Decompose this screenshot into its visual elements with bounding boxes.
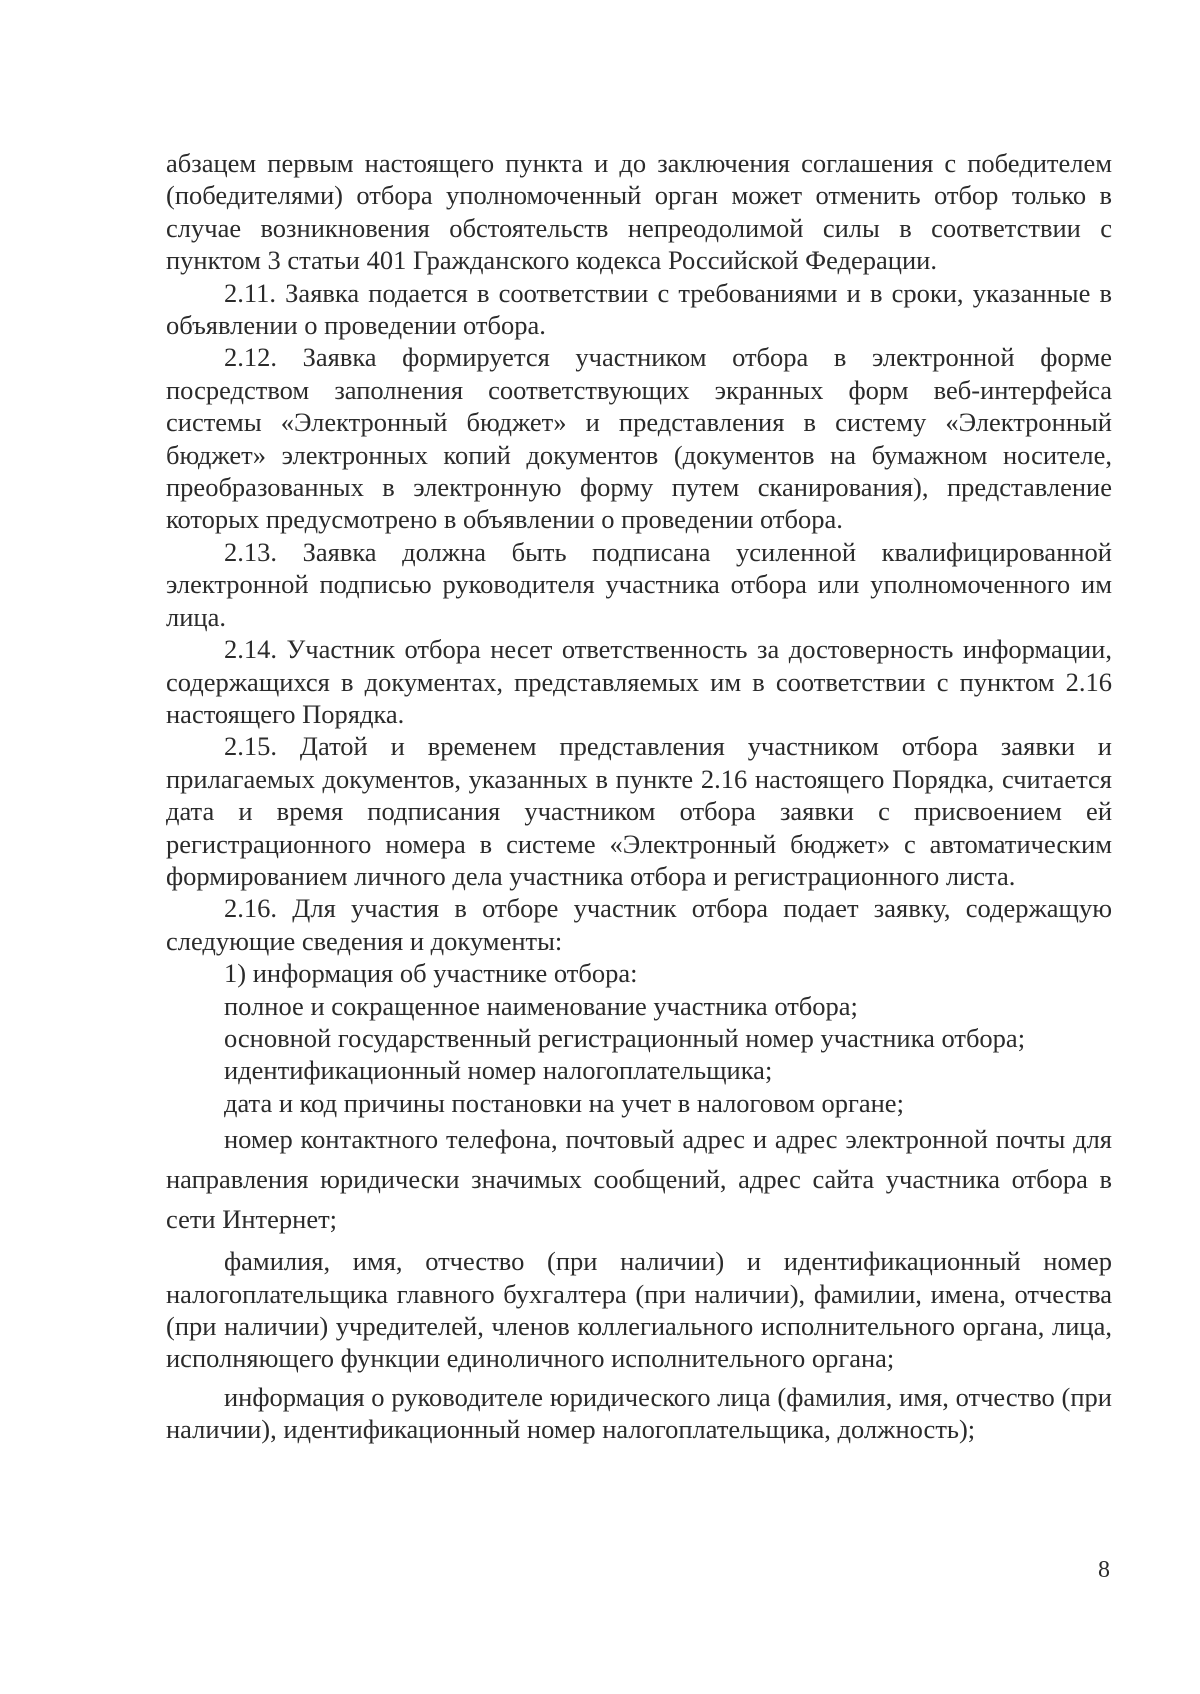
paragraph-2-13: 2.13. Заявка должна быть подписана усиленной квалифицированной электронной подписью руководителя участника отбора или уполномоченного им лица. bbox=[166, 536, 1112, 632]
page-number: 8 bbox=[1098, 1557, 1110, 1583]
list-line-inn: идентификационный номер налогоплательщика; bbox=[224, 1055, 773, 1086]
paragraph-2-15: 2.15. Датой и временем представления участником отбора заявки и прилагаемых документов, указанных в пункте 2.16 настоящего Порядка, считается дата и время подписания участником отбора заявки с присвоением ей регистрационного номера в системе «Электронный бюджет» с автоматическим формированием личного дела участника отбора и регистрационного листа. bbox=[166, 731, 1112, 891]
list-line-contacts: номер контактного телефона, почтовый адрес и адрес электронной почты для направления юридически значимых сообщений, адрес сайта участника отбора в сети Интернет; bbox=[166, 1124, 1112, 1235]
list-line-ogrn: основной государственный регистрационный номер участника отбора; bbox=[224, 1022, 1026, 1053]
paragraph-2-11: 2.11. Заявка подается в соответствии с требованиями и в сроки, указанные в объявлении о проведении отбора. bbox=[166, 277, 1112, 341]
document-body bbox=[166, 147, 1112, 1446]
paragraph-2-12: 2.12. Заявка формируется участником отбора в электронной форме посредством заполнения соответствующих экранных форм веб-интерфейса системы «Электронный бюджет» и представления в систему «Электронный бюджет» электронных копий документов (документов на бумажном носителе, преобразованных в электронную форму путем сканирования), представление которых предусмотрено в объявлении о проведении отбора. bbox=[166, 342, 1112, 535]
list-item-1: 1) информация об участнике отбора: bbox=[224, 958, 638, 989]
paragraph-2-14: 2.14. Участник отбора несет ответственность за достоверность информации, содержащихся в документах, представляемых им в соответствии с пунктом 2.16 настоящего Порядка. bbox=[166, 634, 1112, 729]
list-line-accountant-founders: фамилия, имя, отчество (при наличии) и идентификационный номер налогоплательщика главного бухгалтера (при наличии), фамилии, имена, отчества (при наличии) учредителей, членов коллегиального исполнительного органа, лица, исполняющего функции единоличного исполнительного органа; bbox=[166, 1246, 1112, 1374]
list-line-director: информация о руководителе юридического лица (фамилия, имя, отчество (при наличии), идентификационный номер налогоплательщика, должность); bbox=[166, 1381, 1112, 1445]
paragraph-2-16: 2.16. Для участия в отборе участник отбора подает заявку, содержащую следующие сведения и документы: bbox=[166, 893, 1112, 956]
list-line-registration: дата и код причины постановки на учет в налоговом органе; bbox=[224, 1087, 904, 1118]
paragraph-continuation: абзацем первым настоящего пункта и до заключения соглашения с победителем (победителями) отбора уполномоченный орган может отменить отбор только в случае возникновения обстоятельств непреодолимой силы в соответствии с пунктом 3 статьи 401 Гражданского кодекса Российской Федерации. bbox=[166, 148, 1112, 276]
list-line-name: полное и сокращенное наименование участника отбора; bbox=[224, 990, 858, 1021]
